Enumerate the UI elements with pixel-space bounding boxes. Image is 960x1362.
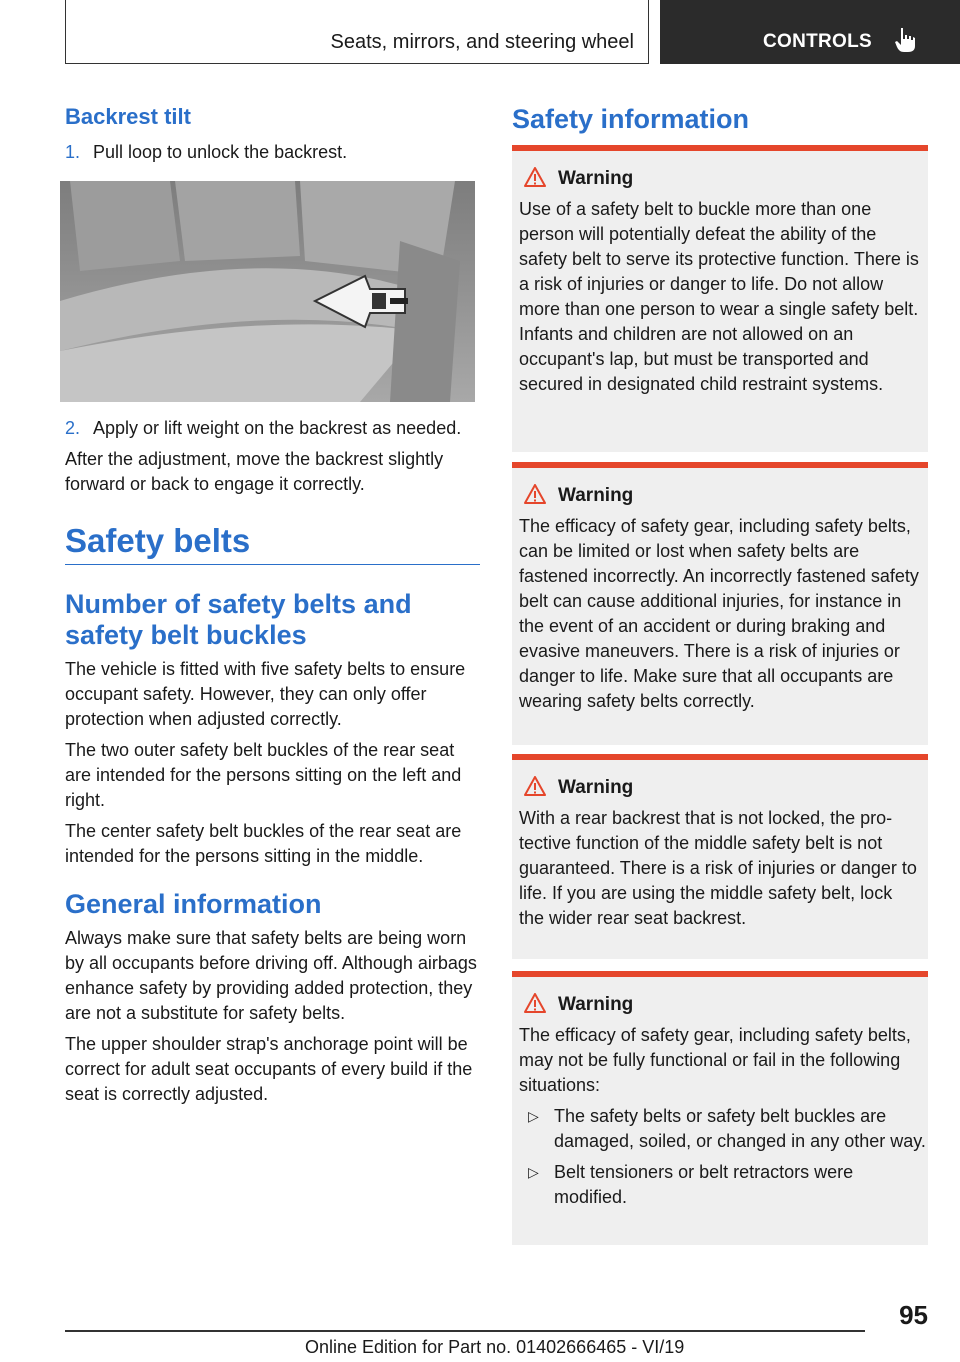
belts-paragraph-1: The vehicle is fitted with five safety belts to ensure occupant safety. However, they can only offer protection when adjusted correctly. (65, 659, 466, 729)
warning-text: The efficacy of safety gear, including safety belts, can be limited or lost when safety belts are fastened incorrectly. An incorrectly fastened safety belt can cause additional injuries, for instance in the event of an accident or during braking and evasive maneuvers. There is a risk of injuries or danger to life. Make sure that all occupants are wearing safety belts correctly. (519, 516, 919, 711)
header-section-tab (65, 0, 649, 64)
warning-label: Warning (558, 994, 634, 1015)
triangle-bullet-icon: ▷ (528, 1108, 539, 1124)
step-number: 1. (65, 142, 81, 162)
list-item (512, 1160, 928, 1210)
warning-label: Warning (558, 485, 634, 506)
warning-triangle-icon (524, 484, 546, 504)
warning-box-3 (512, 754, 928, 959)
step-2 (65, 416, 480, 441)
step-number: 2. (65, 418, 81, 438)
header-chapter-tab (660, 0, 960, 64)
warning-triangle-icon (524, 776, 546, 796)
number-of-belts-heading: Number of safety belts and safety belt buckles (65, 589, 412, 650)
warning-text: The efficacy of safety gear, including safety belts, may not be fully functional or fail in the following situations: (519, 1025, 911, 1095)
page-number: 95 (899, 1300, 928, 1330)
step-text: Pull loop to unlock the backrest. (93, 142, 348, 162)
left-column (65, 102, 480, 1107)
rear-seat-backrest-photo (60, 181, 475, 402)
safety-belts-heading: Safety belts (65, 522, 480, 565)
belts-paragraph-3: The center safety belt buckles of the rear seat are intended for the persons sitting in the middle. (65, 821, 462, 866)
header-chapter-title: CONTROLS (763, 31, 873, 52)
header-section-title: Seats, mirrors, and steering wheel (330, 31, 634, 53)
footer-divider (65, 1330, 865, 1332)
triangle-bullet-icon: ▷ (528, 1164, 539, 1180)
right-column (512, 102, 928, 1207)
warning-box-4 (512, 971, 928, 1245)
warning-triangle-icon (524, 167, 546, 187)
general-information-heading: General information (65, 889, 322, 919)
step-1 (65, 140, 480, 165)
footer-edition: Online Edition for Part no. 01402666465 - VI/19 (305, 1337, 685, 1357)
warning-label: Warning (558, 777, 634, 798)
bullet-text: Belt tensioners or belt retractors were modified. (554, 1162, 854, 1207)
bullet-text: The safety belts or safety belt buckles are damaged, soiled, or changed in any other way. (554, 1106, 926, 1151)
warning-box-2 (512, 462, 928, 745)
warning-triangle-icon (524, 993, 546, 1013)
adjustment-paragraph: After the adjustment, move the backrest slightly forward or back to engage it correctly. (65, 449, 444, 494)
general-paragraph-1: Always make sure that safety belts are being worn by all occupants before driving off. Although airbags enhance safety by providing added protection, they are not a substitute for safety belts. (65, 928, 477, 1023)
warning-box-1 (512, 145, 928, 452)
belts-paragraph-2: The two outer safety belt buckles of the rear seat are intended for the persons sitting on the left and right. (65, 740, 462, 810)
backrest-tilt-heading: Backrest tilt (65, 104, 191, 129)
list-item (512, 1104, 928, 1154)
safety-information-heading: Safety information (512, 104, 750, 134)
pointing-hand-icon (894, 26, 916, 54)
warning-text: Use of a safety belt to buckle more than one person will potentially defeat the ability of the safety belt to serve its protective function. There is a risk of injuries or danger to life. Do not allow more than one person to wear a single safety belt. Infants and children are not allowed on an occupant's lap, but must be transported and secured in designated child restraint systems. (519, 199, 919, 394)
general-paragraph-2: The upper shoulder strap's anchorage point will be correct for adult seat occupants of every build if the seat is correctly adjusted. (65, 1034, 473, 1104)
step-text: Apply or lift weight on the backrest as needed. (93, 418, 462, 438)
warning-text: With a rear backrest that is not locked, the protective function of the middle safety belt is not guaranteed. There is a risk of injuries or danger to life. If you are using the middle safety belt, lock the wider rear seat backrest. (519, 808, 917, 928)
warning-label: Warning (558, 168, 634, 189)
